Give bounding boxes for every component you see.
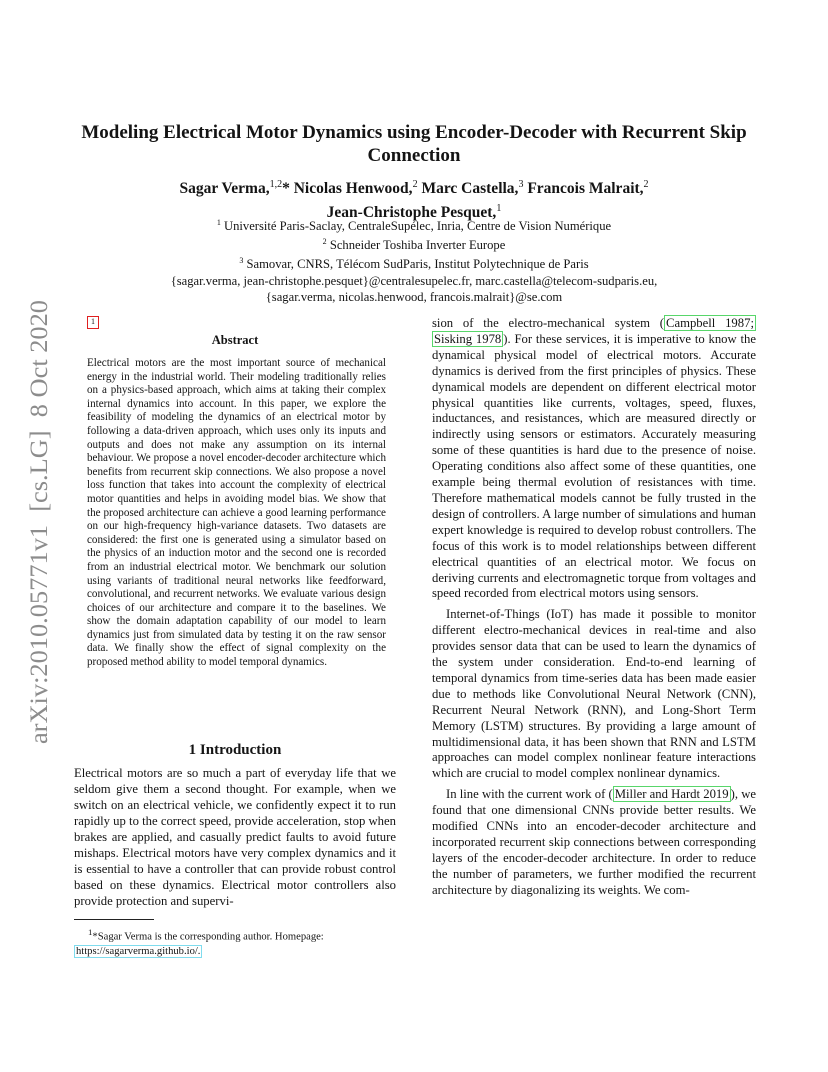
paragraph-text: sion of the electro-mechanical system ( xyxy=(432,316,664,330)
arxiv-identifier: arXiv:2010.05771v1 [cs.LG] 8 Oct 2020 xyxy=(26,323,53,744)
author-name: Jean-Christophe Pesquet, xyxy=(326,204,497,222)
author-name: Marc Castella, xyxy=(417,180,519,198)
corresponding-mark: * xyxy=(282,180,290,198)
paper-title: Modeling Electrical Motor Dynamics using Encoder-Decoder with Recurrent Skip Connection xyxy=(81,122,747,166)
paragraph-text: In line with the current work of ( xyxy=(446,787,613,802)
footnote-number: 1 xyxy=(88,927,93,937)
footnote-line xyxy=(74,925,396,959)
author-affiliation-number: 2 xyxy=(643,179,649,190)
paragraph-text: ), we found that one dimensional CNNs provide better results. We modified CNNs into an encoder-decoder architecture and incorporated recurrent skip connections between corresponding layers of the encoder-decoder architecture. In order to reduce the number of parameters, we further modified the recurrent architecture by diagonalizing its weights. We com- xyxy=(432,787,756,897)
affiliation-text: Samovar, CNRS, Télécom SudParis, Institut Polytechnique de Paris xyxy=(243,257,589,272)
paragraph: Internet-of-Things (IoT) has made it possible to monitor different electro-mechanical devices in real-time and also provides sensor data that can be used to learn the dynamics of the system under consideration. End-to-end learning of temporal dynamics from time-series data has been made easier due to methods like Convolutional Neural Network (CNN), Recurrent Neural Network (RNN), and Long-Short Term Memory (LSTM) structures. By providing a large amount of multidimensional data, it has been shown that RNN and LSTM approaches can model complex nonlinear feature interactions which are crucial to model complex nonlinear dynamics. xyxy=(432,607,756,781)
homepage-link[interactable]: https://sagarverma.github.io/. xyxy=(76,945,201,957)
citation-link[interactable]: Campbell 1987; xyxy=(666,316,754,330)
affiliation-line xyxy=(80,234,748,253)
citation-link[interactable]: Miller and Hardt 2019 xyxy=(614,787,729,802)
author-affiliation-number: 1 xyxy=(496,203,502,215)
abstract-text: Electrical motors are the most important source of mechanical energy in the industrial world. Their modeling traditionally relies on a physics-based approach, which aims at taking their complex internal dynamics into account. In this paper, we explore the feasibility of modeling the dynamics of an electrical motor by following a data-driven approach, which uses only its inputs and outputs and does not make any assumption on its internal behaviour. We propose a novel encoder-decoder architecture which benefits from recurrent skip connections. We also propose a novel loss function that takes into account the complexity of electrical motor quantities and helps in avoiding model bias. We show that the proposed architecture can achieve a good learning performance on our high-frequency high-variance datasets. Two datasets are considered: the first one is generated using a simulator based on the physics of an induction motor and the second one is recorded from an industrial electrical motor. We benchmark our solution using variants of traditional neural networks like feedforward, convolutional, and recurrent networks. We evaluate various design choices of our architecture and compare it to the baselines. We show the domain adaptation capability of our model to learn dynamics just from simulated data by testing it on the raw sensor data. We finally show the effect of signal complexity on the proposed method ability to model temporal dynamics. xyxy=(87,357,386,669)
affiliation-number: 3 xyxy=(239,256,244,266)
footnote-text: *Sagar Verma is the corresponding author. Homepage: xyxy=(92,931,324,943)
footnote-divider xyxy=(74,919,154,920)
affiliation-line xyxy=(80,253,748,272)
author-name: Sagar Verma, xyxy=(179,180,270,198)
footnote xyxy=(74,925,396,959)
paragraph xyxy=(432,316,756,602)
affiliations xyxy=(80,215,748,305)
arxiv-watermark xyxy=(16,292,60,752)
author-name: Francois Malrait, xyxy=(523,180,644,198)
abstract-heading: Abstract xyxy=(211,333,259,347)
affiliation-text: Université Paris-Saclay, CentraleSupélec, Inria, Centre de Vision Numérique xyxy=(220,219,612,234)
affiliation-line xyxy=(80,215,748,234)
paragraph xyxy=(432,787,756,898)
affiliation-text: Schneider Toshiba Inverter Europe xyxy=(326,238,506,253)
author-affiliation-number: 2 xyxy=(412,179,418,190)
paragraph-text: ). For these services, it is imperative to know the dynamical physical model of electrical motors. Accurate dynamics is derived from the first principles of physics. These dynamical models are dependent on different electrical motor physical quantities like currents, voltages, speed, fluxes, inductances, and resistances, which are measured directly or indirectly using sensors or estimators. Accurately measuring some of these quantities is hard due to the presence of noise. Operating conditions also affect some of these quantities, one example being thermal evolution of resistances with time. Therefore mathematical models cannot be fully trusted in the design of controllers. A large number of simulations and human expert knowledge is required to develop robust controllers. The focus of this work is to model relationships between different electrical quantities of an electrical motor. We focus on deriving currents and electromagnetic torque from voltages and speed recorded from electrical motors using sensors. xyxy=(432,331,757,601)
author-name: Nicolas Henwood, xyxy=(289,180,413,198)
email-line: {sagar.verma, jean-christophe.pesquet}@centralesupelec.fr, marc.castella@telecom-sudparis.eu, xyxy=(170,273,658,288)
footnote-link[interactable]: 1 xyxy=(87,316,99,329)
affiliation-number: 1 xyxy=(216,218,221,227)
citation-link[interactable]: Sisking 1978 xyxy=(434,331,502,346)
email-line: {sagar.verma, nicolas.henwood, francois.malrait}@se.com xyxy=(265,289,563,304)
affiliation-number: 2 xyxy=(322,237,327,247)
introduction-paragraph: Electrical motors are so much a part of everyday life that we seldom give them a second thought. For example, when we switch on an electrical vehicle, we confidently expect it to run rapidly up to the correct speed, provide acceleration, stop when brakes are applied, and casually predict faults to avoid future mishaps. Electrical motors have very complex dynamics and it is essential to have a controller that can provide robust control based on these dynamics. Electrical motor controllers also provide protection and supervi- xyxy=(74,766,396,908)
right-column xyxy=(432,316,756,899)
section-heading-introduction: 1 Introduction xyxy=(188,742,282,758)
author-affiliation-number: 3 xyxy=(518,179,524,190)
author-affiliation-number: 1,2 xyxy=(269,179,283,190)
